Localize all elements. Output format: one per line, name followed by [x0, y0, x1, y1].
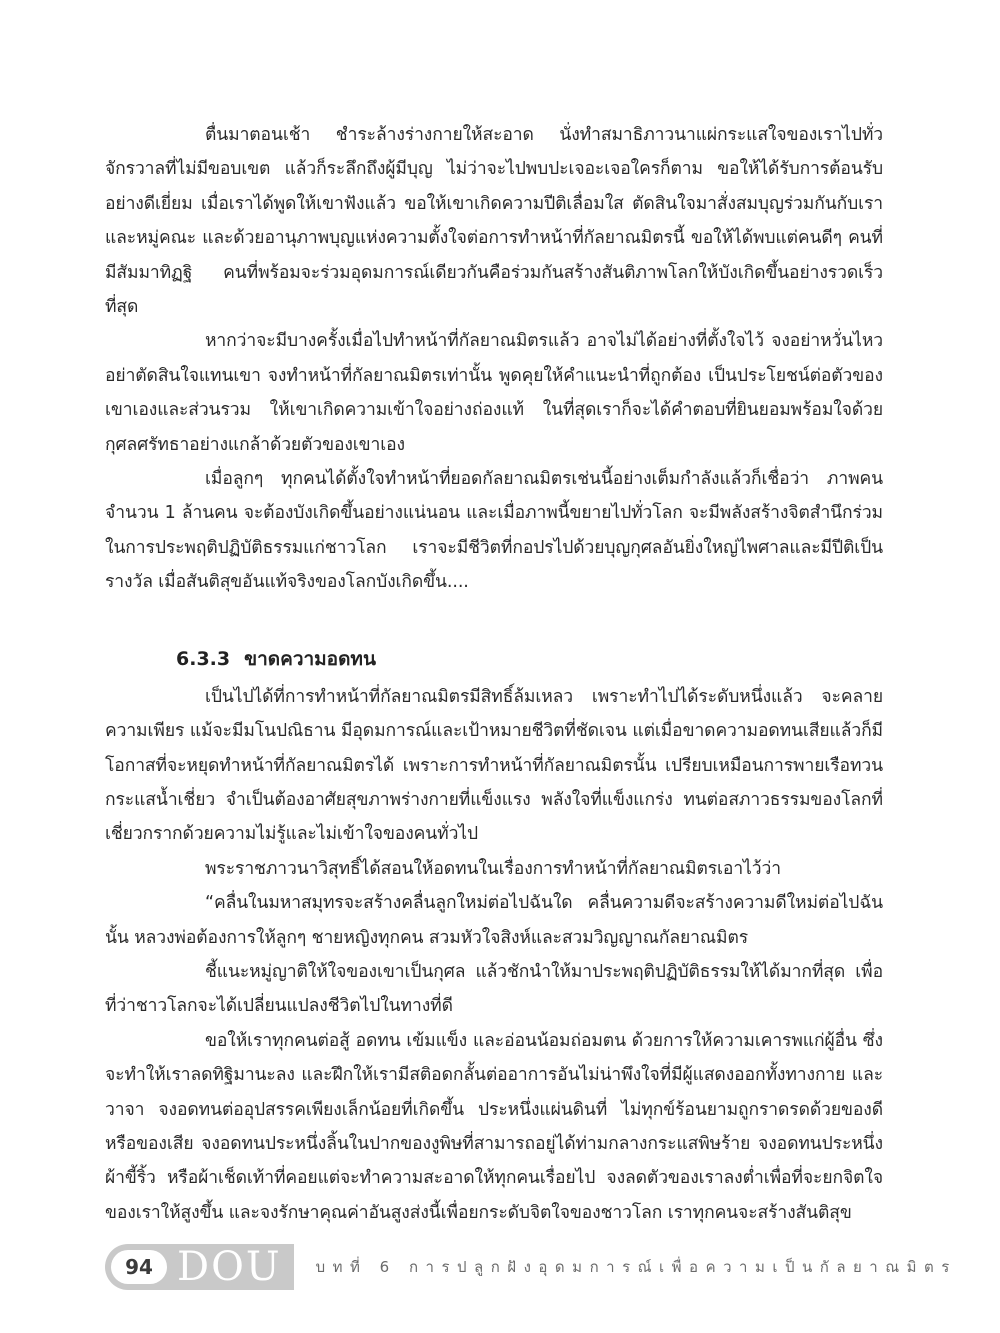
paragraph: หากว่าจะมีบางครั้งเมื่อไปทำหน้าที่กัลยาณมิตรแล้ว อาจไม่ได้อย่างที่ตั้งใจไว้ จงอย่าหวั่นไหว อย่าตัดสินใจแทนเขา จงทำหน้าที่กัลยาณมิตรเท่านั้น พูดคุยให้คำแนะนำที่ถูกต้อง เป็นประโยชน์ต่อตัวของเขาเองและส่วนรวม ให้เขาเกิดความเข้าใจอย่างถ่องแท้ ในที่สุดเราก็จะได้คำตอบที่ยินยอมพร้อมใจด้วยกุศลศรัทธาอย่างแกล้าด้วยตัวของเขาเอง: [105, 331, 883, 455]
dou-logo: DOU: [177, 1244, 282, 1290]
paragraph: พระราชภาวนาวิสุทธิ์ได้สอนให้อดทนในเรื่องการทำหน้าที่กัลยาณมิตรเอาไว้ว่า: [205, 858, 781, 879]
paragraph: ตื่นมาตอนเช้า ชำระล้างร่างกายให้สะอาด นั่งทำสมาธิภาวนาแผ่กระแสใจของเราไปทั่วจักรวาลที่ไม่มีขอบเขต แล้วก็ระลึกถึงผู้มีบุญ ไม่ว่าจะไปพบปะเจอะเจอใครก็ตาม ขอให้ได้รับการต้อนรับอย่างดีเยี่ยม เมื่อเราได้พูดให้เขาฟังแล้ว ขอให้เขาเกิดความปีติเลื่อมใส ตัดสินใจมาสั่งสมบุญร่วมกันกับเราและหมู่คณะ และด้วยอานุภาพบุญแห่งความตั้งใจต่อการทำหน้าที่กัลยาณมิตรนี้ ขอให้ได้พบแต่คนดีๆ คนที่มีสัมมาทิฏฐิ คนที่พร้อมจะร่วมอุดมการณ์เดียวกันคือร่วมกันสร้างสันติภาพโลกให้บังเกิดขึ้นอย่างรวดเร็วที่สุด: [105, 125, 883, 318]
paragraph: ชี้แนะหมู่ญาติให้ใจของเขาเป็นกุศล แล้วชักนำให้มาประพฤติปฏิบัติธรรมให้ได้มากที่สุด เพื่อที่ว่าชาวโลกจะได้เปลี่ยนแปลงชีวิตไปในทางที่ดี: [105, 961, 883, 1017]
section-heading: [105, 642, 883, 676]
page-badge: [105, 1244, 294, 1290]
paragraph: ขอให้เราทุกคนต่อสู้ อดทน เข้มแข็ง และอ่อนน้อมถ่อมตน ด้วยการให้ความเคารพแก่ผู้อื่น ซึ่งจะทำให้เราลดทิฐิมานะลง และฝึกให้เรามีสติอดกลั้นต่ออาการอันไม่น่าพึงใจที่มีผู้แสดงออกทั้งทางกาย และวาจา จงอดทนต่ออุปสรรคเพียงเล็กน้อยที่เกิดขึ้น ประหนึ่งแผ่นดินที่ ไม่ทุกข์ร้อนยามถูกราดรดด้วยของดีหรือของเสีย จงอดทนประหนึ่งลิ้นในปากของงูพิษที่สามารถอยู่ได้ท่ามกลางกระแสพิษร้าย จงอดทนประหนึ่งผ้าขี้ริ้ว หรือผ้าเช็ดเท้าที่คอยแต่จะทำความสะอาดให้ทุกคนเรื่อยไป จงลดตัวของเราลงต่ำเพื่อที่จะยกจิตใจของเราให้สูงขึ้น และจงรักษาคุณค่าอันสูงส่งนี้เพื่อยกระดับจิตใจของชาวโลก เราทุกคนจะสร้างสันติสุข: [105, 1030, 883, 1223]
page-footer: [105, 1244, 957, 1290]
paragraph: เมื่อลูกๆ ทุกคนได้ตั้งใจทำหน้าที่ยอดกัลยาณมิตรเช่นนี้อย่างเต็มกำลังแล้วก็เชื่อว่า ภาพคนจำนวน 1 ล้านคน จะต้องบังเกิดขึ้นอย่างแน่นอน และเมื่อภาพนี้ขยายไปทั่วโลก จะมีพลังสร้างจิตสำนึกร่วมในการประพฤติปฏิบัติธรรมแก่ชาวโลก เราจะมีชีวิตที่กอปรไปด้วยบุญกุศลอันยิ่งใหญ่ไพศาลและมีปีติเป็นรางวัล เมื่อสันติสุขอันแท้จริงของโลกบังเกิดขึ้น....: [105, 469, 883, 593]
section-title: ขาดความอดทน: [244, 647, 376, 670]
paragraph-quote: “คลื่นในมหาสมุทรจะสร้างคลื่นลูกใหม่ต่อไปฉันใด คลื่นความดีจะสร้างความดีใหม่ต่อไปฉันนั้น หลวงพ่อต้องการให้ลูกๆ ชายหญิงทุกคน สวมหัวใจสิงห์และสวมวิญญาณกัลยาณมิตร: [105, 893, 883, 948]
page-number: 94: [111, 1250, 167, 1284]
section-number: 6.3.3: [176, 647, 231, 670]
page-body: [105, 118, 883, 1230]
chapter-title: บทที่ 6 การปลูกฝังอุดมการณ์เพื่อความเป็นกัลยาณมิตร: [315, 1258, 957, 1276]
paragraph: เป็นไปได้ที่การทำหน้าที่กัลยาณมิตรมีสิทธิ์ล้มเหลว เพราะทำไปได้ระดับหนึ่งแล้ว จะคลายความเพียร แม้จะมีมโนปณิธาน มีอุดมการณ์และเป้าหมายชีวิตที่ชัดเจน แต่เมื่อขาดความอดทนเสียแล้วก็มีโอกาสที่จะหยุดทำหน้าที่กัลยาณมิตรได้ เพราะการทำหน้าที่กัลยาณมิตรนั้น เปรียบเหมือนการพายเรือทวนกระแสน้ำเชี่ยว จำเป็นต้องอาศัยสุขภาพร่างกายที่แข็งแรง พลังใจที่แข็งแกร่ง ทนต่อสภาวธรรมของโลกที่เชี่ยวกรากด้วยความไม่รู้และไม่เข้าใจของคนทั่วไป: [105, 686, 883, 845]
